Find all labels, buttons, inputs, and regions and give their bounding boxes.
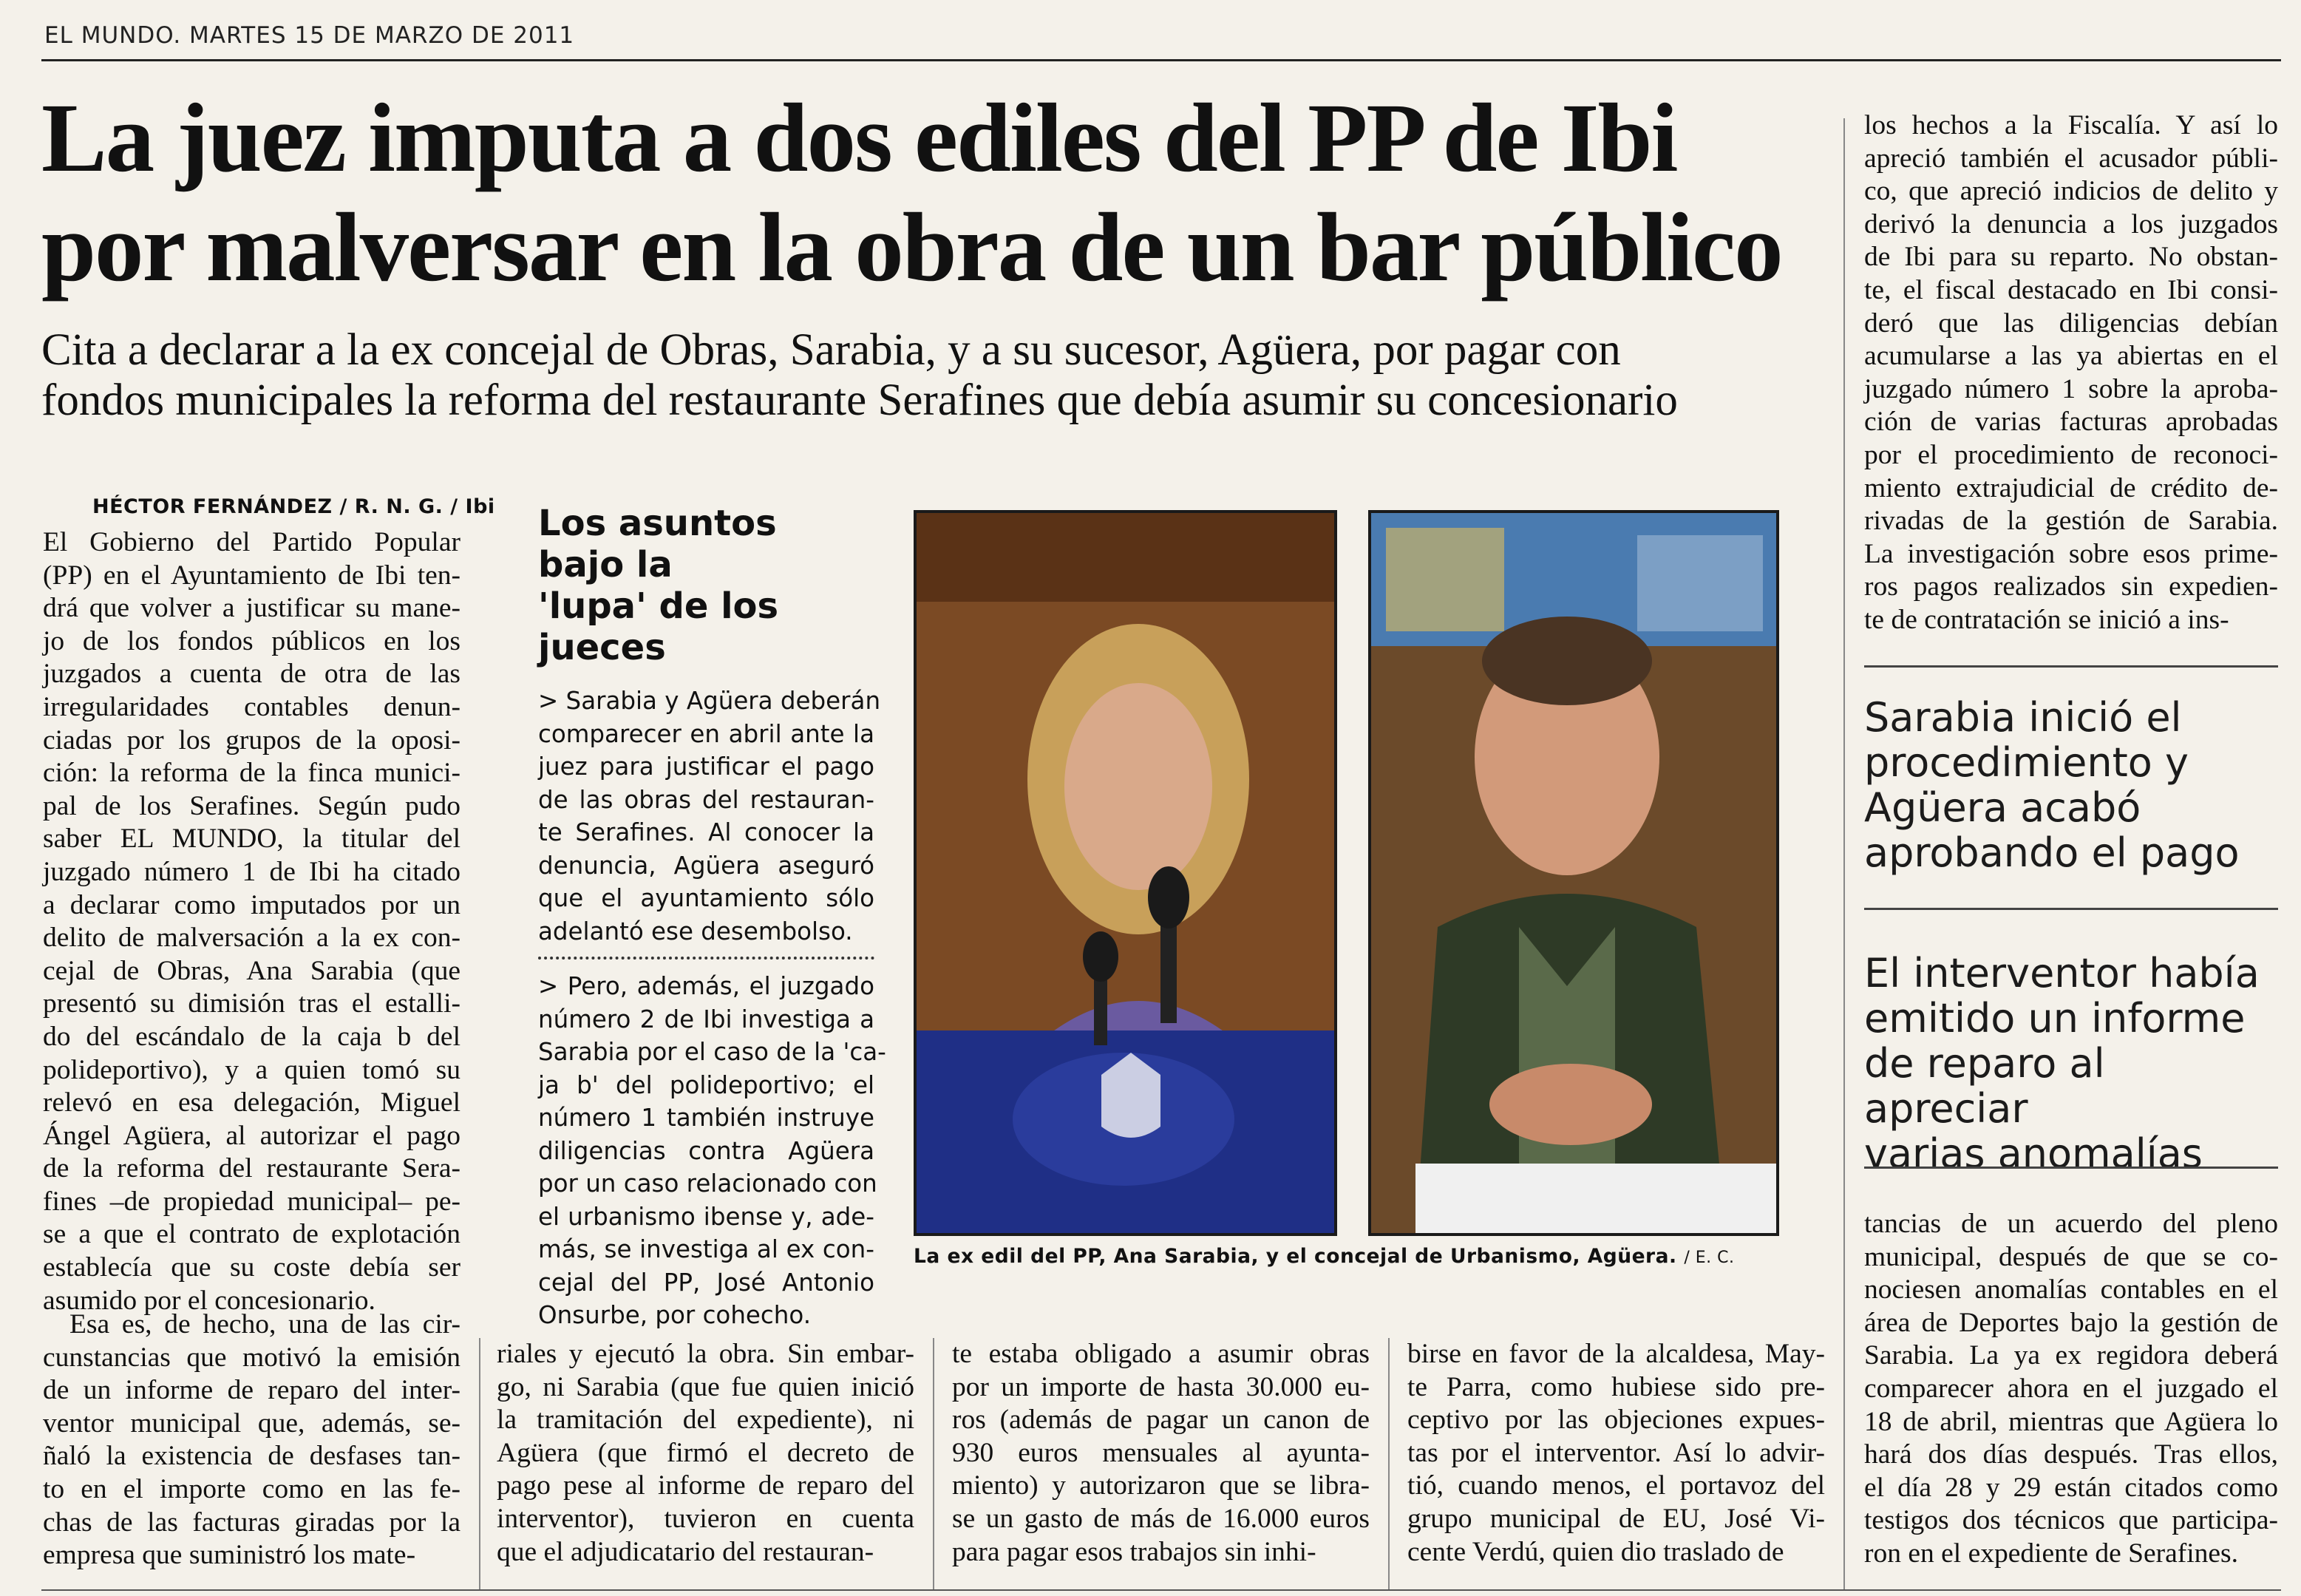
sidebar-text-line: más, se investiga al ex con- bbox=[538, 1235, 874, 1263]
text-line: derivó la denuncia a los juzgados bbox=[1864, 208, 2278, 240]
text-line: por el procedimiento de reconoci- bbox=[1864, 439, 2278, 470]
text-line: tancias de un acuerdo del pleno bbox=[1864, 1209, 2278, 1239]
right-column-top bbox=[1864, 109, 2278, 637]
subhead-line-2: fondos municipales la reforma del restaurante Serafines que debía asumir su concesionario bbox=[41, 376, 1678, 425]
text-line: pal de los Serafines. Según pudo bbox=[43, 790, 460, 821]
text-line: grupo municipal de EU, José Vi- bbox=[1407, 1503, 1825, 1534]
sidebar-text-line: adelantó ese desembolso. bbox=[538, 917, 853, 945]
text-line: nociesen anomalías contables en el bbox=[1864, 1274, 2278, 1305]
text-line: fines –de propiedad municipal– pe- bbox=[43, 1186, 460, 1217]
photo-ana-sarabia bbox=[914, 510, 1337, 1236]
sidebar-text-line: por un caso relacionado con bbox=[538, 1169, 877, 1198]
text-line: a declarar como imputados por un bbox=[43, 889, 460, 920]
text-line: establecía que su coste debía ser bbox=[43, 1252, 460, 1283]
text-line: se un gasto de más de 16.000 euros bbox=[952, 1503, 1370, 1534]
text-line: te, el fiscal destacado en Ibi consi- bbox=[1864, 274, 2278, 305]
text-line: do del escándalo de la caja b del bbox=[43, 1021, 460, 1052]
sidebar-text-line: Sarabia por el caso de la 'ca- bbox=[538, 1038, 886, 1066]
sidebar-text-line: el urbanismo ibense y, ade- bbox=[538, 1202, 874, 1231]
right-column-bottom bbox=[1864, 1208, 2278, 1571]
text-line: ventor municipal que, además, se- bbox=[43, 1407, 460, 1439]
text-line: rivadas de la gestión de Sarabia. bbox=[1864, 506, 2278, 537]
sidebar-text-line: que el ayuntamiento sólo bbox=[538, 884, 874, 912]
text-line: ción: la reforma de la finca munici- bbox=[43, 758, 460, 789]
text-line: asumido por el concesionario. bbox=[43, 1285, 375, 1316]
subhead-line-1: Cita a declarar a la ex concejal de Obras, Sarabia, y a su sucesor, Agüera, por pagar con bbox=[41, 325, 1621, 375]
photo-ana-sarabia-illustration bbox=[917, 513, 1334, 1233]
text-line: 18 de abril, mientras que Agüera lo bbox=[1864, 1406, 2278, 1437]
bottom-rule bbox=[41, 1589, 2281, 1591]
text-line: to en el importe como en las fe- bbox=[43, 1473, 460, 1504]
text-line: apreció también el acusador públi- bbox=[1864, 143, 2278, 174]
photo-aguera-illustration bbox=[1371, 513, 1776, 1233]
text-line: interventor), tuvieron en cuenta bbox=[497, 1503, 914, 1534]
text-line: testigos dos técnicos que participa- bbox=[1864, 1505, 2278, 1536]
text-line: la tramitación del expediente), ni bbox=[497, 1405, 914, 1436]
sidebar-dotted-divider bbox=[538, 957, 874, 960]
text-line: ron en el expediente de Serafines. bbox=[1864, 1538, 2239, 1569]
column-rule-4 bbox=[1843, 118, 1845, 1589]
text-line: te de contratación se inició a ins- bbox=[1864, 604, 2229, 635]
text-line: cunstancias que motivó la emisión bbox=[43, 1342, 460, 1373]
text-line: Ángel Agüera, al autorizar el pago bbox=[43, 1120, 460, 1151]
column-rule-3 bbox=[1388, 1338, 1390, 1589]
text-line: relevó en esa delegación, Miguel bbox=[43, 1087, 460, 1118]
text-line: tió, cuando menos, el portavoz del bbox=[1407, 1470, 1825, 1501]
byline: HÉCTOR FERNÁNDEZ / R. N. G. / Ibi bbox=[92, 495, 495, 518]
text-line: los hechos a la Fiscalía. Y así lo bbox=[1864, 110, 2278, 140]
text-line: miento extrajudicial de crédito de- bbox=[1864, 472, 2278, 503]
sidebar-text-line: Onsurbe, por cohecho. bbox=[538, 1301, 812, 1329]
pullquote-line: emitido un informe bbox=[1864, 995, 2246, 1042]
pullquote-line: de reparo al apreciar bbox=[1864, 1040, 2105, 1132]
headline-line-1: La juez imputa a dos ediles del PP de Ibi bbox=[41, 83, 1677, 192]
text-line: de un informe de reparo del inter- bbox=[43, 1375, 460, 1406]
text-line: drá que volver a justificar su mane- bbox=[43, 593, 460, 624]
text-line: deró que las diligencias debían bbox=[1864, 308, 2278, 339]
text-line: te Parra, como hubiese sido pre- bbox=[1407, 1371, 1825, 1402]
text-line: polideportivo), y a quien tomó su bbox=[43, 1054, 460, 1085]
text-line: ros (además de pagar un canon de bbox=[952, 1405, 1370, 1436]
sidebar-box bbox=[538, 503, 886, 1332]
text-line: saber EL MUNDO, la titular del bbox=[43, 824, 460, 855]
sidebar-text-line: número 1 también instruye bbox=[538, 1104, 874, 1132]
text-line: acumularse a las ya abiertas en el bbox=[1864, 341, 2278, 372]
caption-credit: / E. C. bbox=[1684, 1249, 1735, 1267]
text-line: co, que apreció indicios de delito y bbox=[1864, 176, 2278, 207]
text-line: ros pagos realizados sin expedien- bbox=[1864, 571, 2278, 602]
text-line: hará dos días después. Tras ellos, bbox=[1864, 1439, 2278, 1470]
column-rule-1 bbox=[479, 1338, 480, 1589]
text-line: ceptivo por las objeciones expues- bbox=[1407, 1405, 1825, 1436]
text-line: riales y ejecutó la obra. Sin embar- bbox=[497, 1339, 914, 1369]
pullquote-1 bbox=[1864, 695, 2278, 875]
caption-text: La ex edil del PP, Ana Sarabia, y el concejal de Urbanismo, Agüera. bbox=[914, 1245, 1677, 1268]
text-line: empresa que suministró los mate- bbox=[43, 1540, 416, 1571]
sidebar-text-line: > Pero, además, el juzgado bbox=[538, 972, 874, 1000]
text-line: jo de los fondos públicos en los bbox=[43, 625, 460, 656]
sidebar-text-line: cejal del PP, José Antonio bbox=[538, 1268, 874, 1297]
text-line: birse en favor de la alcaldesa, May- bbox=[1407, 1339, 1825, 1369]
sidebar-text-line: ja b' del polideportivo; el bbox=[538, 1070, 874, 1099]
body-column-1-continued bbox=[43, 1308, 460, 1572]
sidebar-text-line: de las obras del restauran- bbox=[538, 785, 874, 814]
text-line: juzgado número 1 sobre la aproba- bbox=[1864, 373, 2278, 404]
sidebar-item-1 bbox=[538, 685, 881, 948]
text-line: cente Verdú, quien dio traslado de bbox=[1407, 1536, 1784, 1567]
pullquote-line: aprobando el pago bbox=[1864, 829, 2240, 876]
text-line: miento) y autorizaron que se libra- bbox=[952, 1470, 1370, 1501]
sidebar-text-line: denuncia, Agüera aseguró bbox=[538, 851, 874, 880]
text-line: el día 28 y 29 están citados como bbox=[1864, 1472, 2278, 1503]
text-line: chas de las facturas giradas por la bbox=[43, 1507, 460, 1538]
pullquote-line: varias anomalías bbox=[1864, 1130, 2203, 1177]
photo-miguel-angel-aguera bbox=[1368, 510, 1779, 1236]
column-rule-2 bbox=[933, 1338, 934, 1589]
text-line: El Gobierno del Partido Popular bbox=[43, 527, 460, 557]
text-line: que el adjudicatario del restauran- bbox=[497, 1536, 874, 1567]
text-line: Esa es, de hecho, una de las cir- bbox=[69, 1309, 460, 1339]
text-line: (PP) en el Ayuntamiento de Ibi ten- bbox=[43, 560, 460, 591]
pullquote-rule-1 bbox=[1864, 665, 2278, 668]
text-line: irregularidades contables denun- bbox=[43, 691, 460, 722]
headline-line-2: por malversar en la obra de un bar público bbox=[41, 192, 1782, 302]
text-line: te estaba obligado a asumir obras bbox=[952, 1339, 1370, 1369]
sidebar-item-2 bbox=[538, 970, 886, 1332]
pullquote-line: procedimiento y bbox=[1864, 739, 2189, 786]
text-line: se a que el contrato de explotación bbox=[43, 1219, 460, 1250]
pullquote-rule-3 bbox=[1864, 1167, 2278, 1169]
text-line: go, ni Sarabia (que fue quien inició bbox=[497, 1371, 914, 1402]
pullquote-line: Agüera acabó bbox=[1864, 784, 2141, 831]
photo-caption bbox=[914, 1245, 1734, 1268]
sidebar-text-line: número 2 de Ibi investiga a bbox=[538, 1005, 874, 1033]
sidebar-text-line: diligencias contra Agüera bbox=[538, 1136, 874, 1165]
text-line: 930 euros mensuales al ayunta- bbox=[952, 1437, 1370, 1468]
text-line: presentó su dimisión tras el estalli- bbox=[43, 988, 460, 1019]
pullquote-line: El interventor había bbox=[1864, 950, 2260, 996]
text-line: Agüera (que firmó el decreto de bbox=[497, 1437, 914, 1468]
text-line: tas por el interventor. Así lo advir- bbox=[1407, 1437, 1825, 1468]
text-line: pago pese al informe de reparo del bbox=[497, 1470, 914, 1501]
dateline: EL MUNDO. MARTES 15 DE MARZO DE 2011 bbox=[44, 22, 575, 49]
text-line: Sarabia. La ya ex regidora deberá bbox=[1864, 1340, 2278, 1371]
text-line: comparecer ahora en el juzgado el bbox=[1864, 1373, 2278, 1404]
text-line: municipal, después de que se co- bbox=[1864, 1241, 2278, 1272]
sidebar-text-line: > Sarabia y Agüera deberán bbox=[538, 687, 881, 715]
text-line: delito de malversación a la ex con- bbox=[43, 923, 460, 954]
sidebar-text-line: juez para justificar el pago bbox=[538, 753, 874, 781]
pullquote-2 bbox=[1864, 951, 2278, 1176]
body-column-4-continued bbox=[1407, 1338, 1825, 1569]
sidebar-title-line-1: Los asuntos bajo la bbox=[538, 503, 777, 585]
headline bbox=[41, 83, 1845, 302]
text-line: por un importe de hasta 30.000 eu- bbox=[952, 1371, 1370, 1402]
text-line: juzgados a cuenta de otra de las bbox=[43, 659, 460, 690]
sidebar-title bbox=[538, 503, 874, 668]
text-line: para pagar esos trabajos sin inhi- bbox=[952, 1536, 1316, 1567]
text-line: ciadas por los grupos de la oposi- bbox=[43, 724, 460, 755]
top-rule bbox=[41, 59, 2281, 61]
body-column-1 bbox=[43, 526, 460, 1317]
body-column-3-continued bbox=[952, 1338, 1370, 1569]
text-line: cejal de Obras, Ana Sarabia (que bbox=[43, 955, 460, 986]
subhead bbox=[41, 325, 1845, 426]
text-line: ñaló la existencia de desfases tan- bbox=[43, 1441, 460, 1472]
text-line: ción de varias facturas aprobadas bbox=[1864, 407, 2278, 438]
body-column-2-continued bbox=[497, 1338, 914, 1569]
text-line: de Ibi para su reparto. No obstan- bbox=[1864, 242, 2278, 273]
pullquote-rule-2 bbox=[1864, 908, 2278, 910]
sidebar-title-line-2: 'lupa' de los jueces bbox=[538, 585, 779, 668]
text-line: La investigación sobre esos prime- bbox=[1864, 538, 2278, 569]
text-line: juzgado número 1 de Ibi ha citado bbox=[43, 856, 460, 887]
text-line: área de Deportes bajo la gestión de bbox=[1864, 1307, 2278, 1338]
sidebar-text-line: te Serafines. Al conocer la bbox=[538, 818, 874, 846]
text-line: de la reforma del restaurante Sera- bbox=[43, 1153, 460, 1184]
pullquote-line: Sarabia inició el bbox=[1864, 694, 2182, 741]
sidebar-text-line: comparecer en abril ante la bbox=[538, 719, 874, 748]
